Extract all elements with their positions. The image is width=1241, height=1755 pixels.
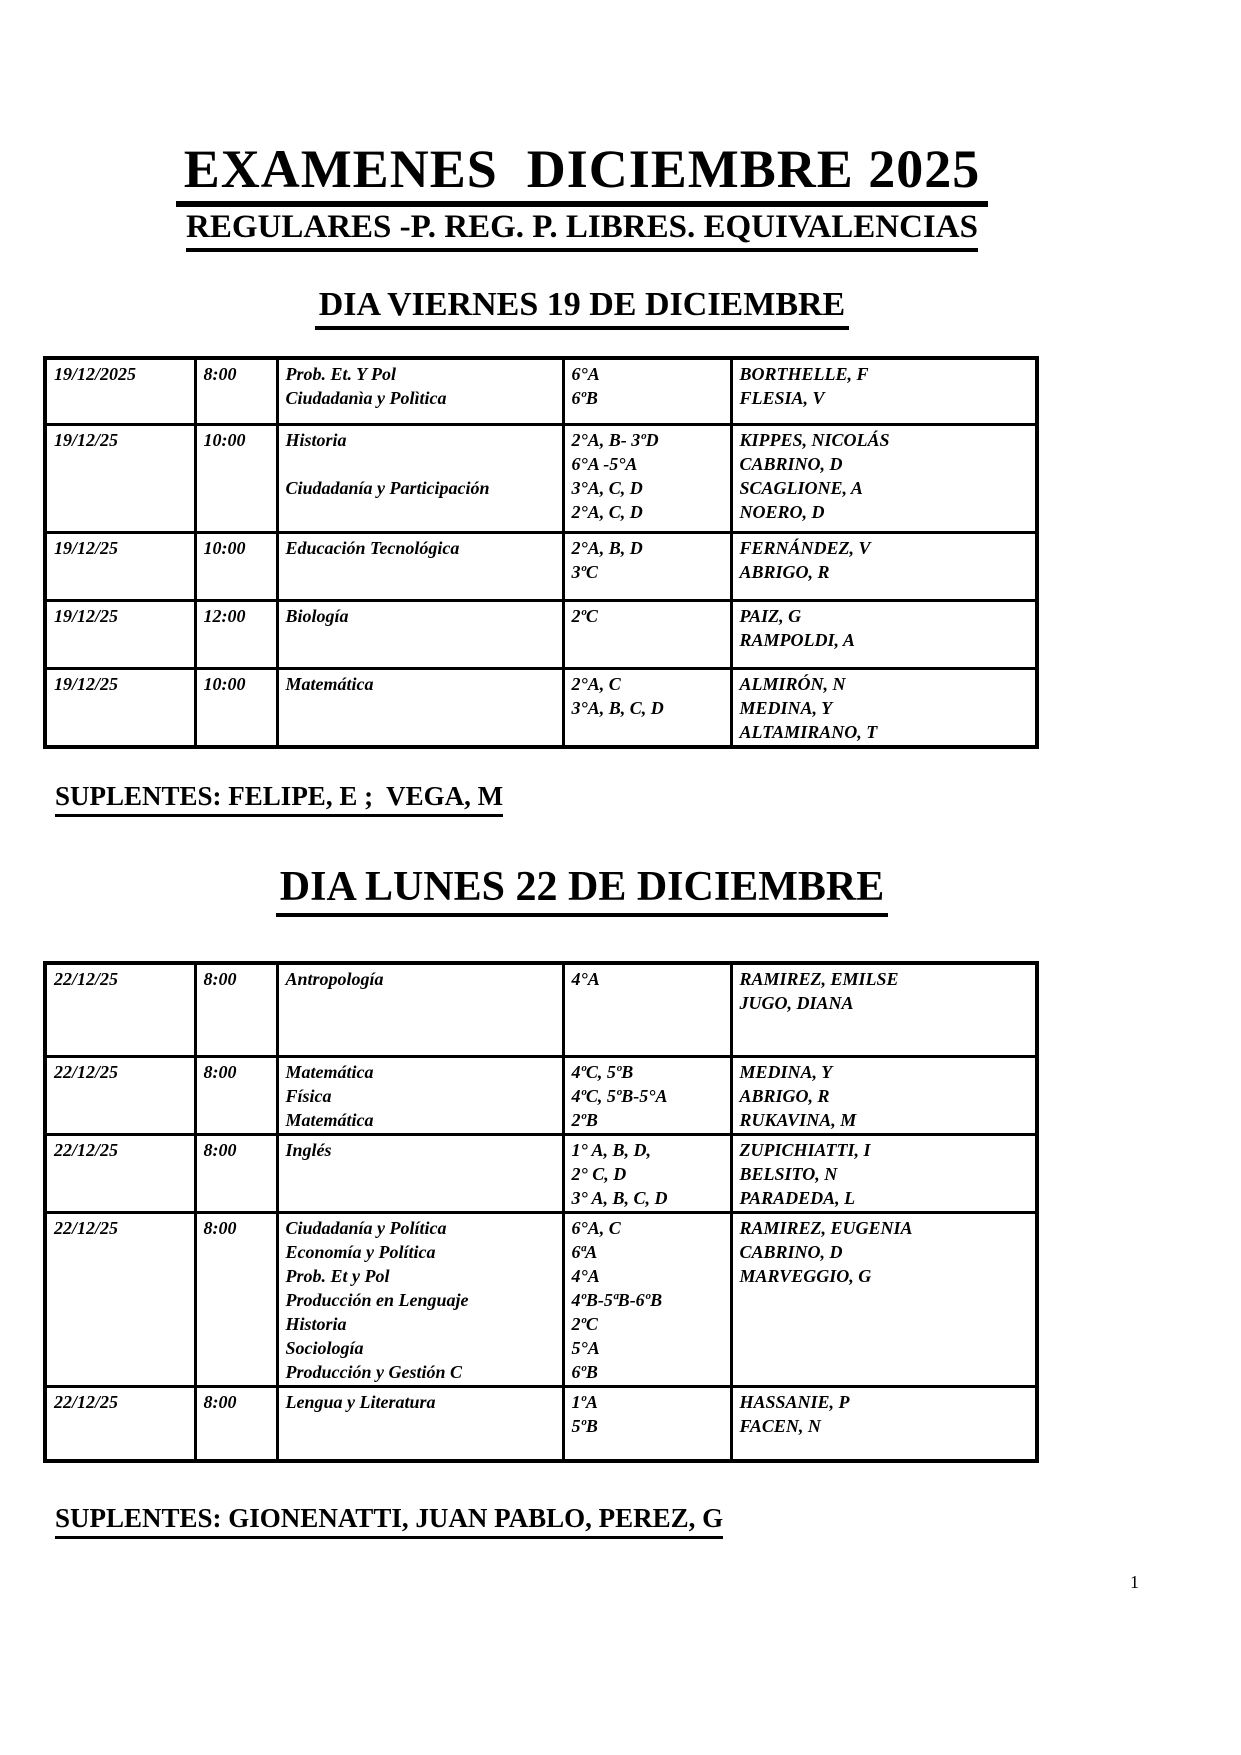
exam-table-body-dec19 (45, 358, 1037, 747)
cell-line: Ciudadanìa y Polìtica (285, 388, 447, 409)
cell-line: 8:00 (203, 1392, 237, 1413)
table-cell (731, 1135, 1037, 1213)
cell-line: 3°A, C, D (571, 477, 643, 498)
cell-line: Antropología (285, 968, 384, 989)
table-cell (277, 1057, 563, 1135)
cell-line: 2°A, B- 3ºD (571, 429, 659, 450)
table-cell (563, 668, 731, 747)
table-cell (731, 424, 1037, 532)
table-cell (563, 1135, 731, 1213)
table-cell (195, 424, 277, 532)
cell-line: Sociología (285, 1338, 364, 1359)
table-cell (45, 532, 195, 600)
cell-line: RAMIREZ, EUGENIA (739, 1218, 913, 1239)
cell-line: BORTHELLE, F (739, 364, 869, 385)
table-cell (195, 1135, 277, 1213)
cell-line: ZUPICHIATTI, I (739, 1140, 871, 1161)
table-cell (277, 668, 563, 747)
cell-line: Producción y Gestión C (285, 1362, 463, 1383)
cell-line: 22/12/25 (54, 1218, 119, 1239)
cell-line: 19/12/25 (54, 673, 119, 694)
cell-line: 3ºC (571, 561, 598, 582)
section-heading-row-dec19 (43, 286, 1121, 330)
cell-line: 19/12/25 (54, 429, 119, 450)
cell-line: 1ºA (571, 1392, 598, 1413)
cell-line: Ciudadanía y Política (285, 1218, 447, 1239)
table-row (45, 358, 1037, 424)
cell-line: 2°A, B, D (571, 537, 643, 558)
cell-line: SCAGLIONE, A (739, 477, 863, 498)
table-cell (731, 1387, 1037, 1461)
cell-line: 8:00 (203, 968, 237, 989)
cell-line: 6°A -5°A (571, 453, 638, 474)
cell-line: 6°A (571, 364, 600, 385)
table-cell (195, 668, 277, 747)
cell-line: Matemática (285, 1062, 374, 1083)
table-cell (731, 358, 1037, 424)
subtitle-row (43, 207, 1121, 252)
cell-line: KIPPES, NICOLÁS (739, 429, 890, 450)
cell-line: Historia (285, 429, 347, 450)
table-cell (277, 358, 563, 424)
cell-line: ALMIRÓN, N (739, 673, 846, 694)
cell-line: 1° A, B, D, (571, 1140, 652, 1161)
table-cell (45, 358, 195, 424)
table-cell (731, 1213, 1037, 1387)
cell-line: 22/12/25 (54, 1392, 119, 1413)
cell-line: PAIZ, G (739, 605, 802, 626)
cell-line: 22/12/25 (54, 1140, 119, 1161)
cell-line: 6ªA (571, 1242, 598, 1263)
table-cell (731, 600, 1037, 668)
cell-line: 2ºC (571, 605, 598, 626)
table-row (45, 1057, 1037, 1135)
cell-line: BELSITO, N (739, 1164, 838, 1185)
cell-line: CABRINO, D (739, 453, 843, 474)
table-cell (195, 1213, 277, 1387)
cell-line: ABRIGO, R (739, 561, 830, 582)
table-cell (195, 1057, 277, 1135)
table-row (45, 424, 1037, 532)
table-row (45, 963, 1037, 1057)
cell-line: RUKAVINA, M (739, 1110, 857, 1131)
table-cell (277, 1135, 563, 1213)
cell-line: 2°A, C, D (571, 501, 643, 522)
substitutes-note-dec22: SUPLENTES: GIONENATTI, JUAN PABLO, PEREZ, G (55, 1503, 723, 1539)
cell-line: 6ºB (571, 1362, 598, 1383)
cell-line: RAMPOLDI, A (739, 629, 855, 650)
table-cell (45, 668, 195, 747)
cell-line: MEDINA, Y (739, 1062, 833, 1083)
table-cell (45, 1057, 195, 1135)
cell-line: 2ºC (571, 1314, 598, 1335)
cell-line: 4ºC, 5ºB (571, 1062, 634, 1083)
cell-line: 19/12/25 (54, 605, 119, 626)
cell-line: Educación Tecnológica (285, 537, 460, 558)
cell-line: Biología (285, 605, 349, 626)
cell-line: Lengua y Literatura (285, 1392, 436, 1413)
table-cell (45, 1387, 195, 1461)
table-cell (563, 532, 731, 600)
table-cell (731, 1057, 1037, 1135)
cell-line: 10:00 (203, 429, 246, 450)
cell-line (286, 452, 555, 476)
section-heading-dec19: DIA VIERNES 19 DE DICIEMBRE (315, 286, 850, 330)
cell-line: 3° A, B, C, D (571, 1188, 668, 1209)
table-cell (45, 1213, 195, 1387)
cell-line: Matemática (285, 1110, 374, 1131)
table-row (45, 600, 1037, 668)
cell-line: Inglés (285, 1140, 332, 1161)
cell-line: Prob. Et. Y Pol (285, 364, 397, 385)
cell-line: Matemática (285, 673, 374, 694)
section-heading-row-dec22 (43, 863, 1121, 917)
table-cell (277, 963, 563, 1057)
document-subtitle: REGULARES -P. REG. P. LIBRES. EQUIVALENCIAS (186, 209, 978, 252)
substitutes-note-dec19: SUPLENTES: FELIPE, E ; VEGA, M (55, 781, 503, 817)
cell-line: 10:00 (203, 673, 246, 694)
table-cell (277, 424, 563, 532)
title-row (43, 140, 1121, 207)
cell-line: Producción en Lenguaje (285, 1290, 469, 1311)
cell-line: 8:00 (203, 1062, 237, 1083)
cell-line: 6°A, C (571, 1218, 621, 1239)
table-cell (195, 358, 277, 424)
table-cell (563, 600, 731, 668)
cell-line: Ciudadanía y Participación (285, 477, 490, 498)
cell-line: JUGO, DIANA (739, 992, 854, 1013)
table-cell (731, 668, 1037, 747)
table-row (45, 1387, 1037, 1461)
cell-line: 4°A (571, 968, 600, 989)
cell-line: 12:00 (203, 605, 246, 626)
table-cell (195, 532, 277, 600)
table-cell (45, 963, 195, 1057)
cell-line: 22/12/25 (54, 968, 119, 989)
cell-line: 2°A, C (571, 673, 621, 694)
table-cell (563, 1213, 731, 1387)
cell-line: 19/12/25 (54, 537, 119, 558)
cell-line: MEDINA, Y (739, 697, 833, 718)
cell-line: ALTAMIRANO, T (739, 721, 878, 742)
table-cell (563, 963, 731, 1057)
table-cell (731, 532, 1037, 600)
table-cell (731, 963, 1037, 1057)
document-title: EXAMENES DICIEMBRE 2025 (176, 140, 989, 207)
exam-table-dec19 (43, 356, 1039, 749)
section-heading-dec22: DIA LUNES 22 DE DICIEMBRE (276, 863, 888, 917)
cell-line: 4ºC, 5ºB-5°A (571, 1086, 668, 1107)
table-cell (277, 1213, 563, 1387)
table-cell (563, 1057, 731, 1135)
table-row (45, 1213, 1037, 1387)
exam-table-dec22 (43, 961, 1039, 1463)
table-cell (277, 600, 563, 668)
table-cell (45, 600, 195, 668)
cell-line: CABRINO, D (739, 1242, 843, 1263)
table-cell (195, 600, 277, 668)
cell-line: 6ºB (571, 388, 598, 409)
table-cell (277, 532, 563, 600)
cell-line: 22/12/25 (54, 1062, 119, 1083)
substitutes-row-dec22 (43, 1503, 1121, 1539)
cell-line: HASSANIE, P (739, 1392, 850, 1413)
cell-line: 5°A (571, 1338, 600, 1359)
cell-line: NOERO, D (739, 501, 825, 522)
cell-line: PARADEDA, L (739, 1188, 856, 1209)
table-cell (563, 424, 731, 532)
cell-line: Prob. Et y Pol (285, 1266, 390, 1287)
cell-line: 4ºB-5ªB-6ºB (571, 1290, 663, 1311)
cell-line: 10:00 (203, 537, 246, 558)
cell-line: 8:00 (203, 1140, 237, 1161)
table-row (45, 668, 1037, 747)
table-row (45, 532, 1037, 600)
table-cell (195, 1387, 277, 1461)
table-cell (277, 1387, 563, 1461)
table-cell (563, 358, 731, 424)
exam-table-body-dec22 (45, 963, 1037, 1461)
cell-line: Historia (285, 1314, 347, 1335)
table-cell (45, 1135, 195, 1213)
cell-line: RAMIREZ, EMILSE (739, 968, 899, 989)
table-row (45, 1135, 1037, 1213)
cell-line: 8:00 (203, 1218, 237, 1239)
cell-line: FERNÁNDEZ, V (739, 537, 871, 558)
table-cell (195, 963, 277, 1057)
cell-line: 4°A (571, 1266, 600, 1287)
cell-line: FLESIA, V (739, 388, 825, 409)
cell-line: 3°A, B, C, D (571, 697, 664, 718)
cell-line: FACEN, N (739, 1416, 821, 1437)
table-cell (45, 424, 195, 532)
page-number: 1 (1130, 1572, 1139, 1592)
table-cell (563, 1387, 731, 1461)
cell-line: Física (285, 1086, 332, 1107)
cell-line: 8:00 (203, 364, 237, 385)
cell-line: ABRIGO, R (739, 1086, 830, 1107)
cell-line: 2° C, D (571, 1164, 627, 1185)
cell-line: Economía y Política (285, 1242, 436, 1263)
cell-line: 19/12/2025 (54, 364, 137, 385)
cell-line: MARVEGGIO, G (739, 1266, 872, 1287)
substitutes-row-dec19 (43, 781, 1121, 817)
cell-line: 5ºB (571, 1416, 598, 1437)
cell-line: 2ºB (571, 1110, 598, 1131)
